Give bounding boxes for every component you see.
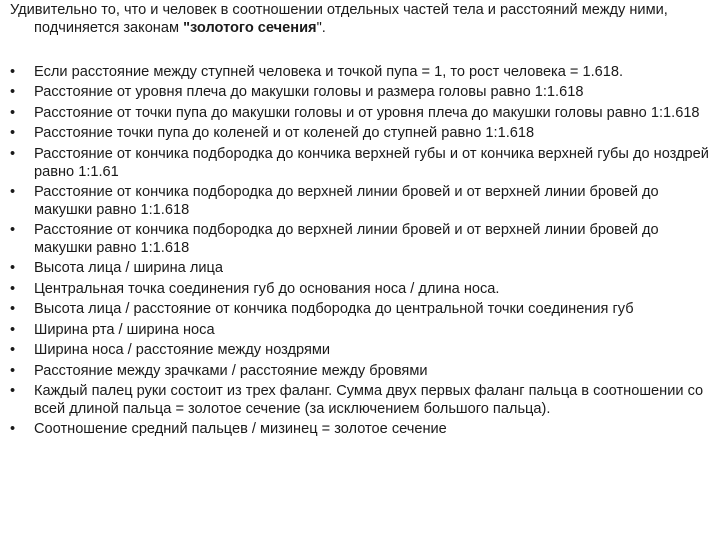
bullet-icon: •	[10, 260, 16, 277]
list-item	[10, 105, 710, 123]
list-item-text: Расстояние между зрачками / расстояние между бровями	[34, 362, 428, 379]
list-item	[10, 64, 710, 82]
intro-text: Удивительно то, что и человек в соотношении отдельных частей тела и расстояний между ними, подчиняется законам	[10, 2, 668, 36]
bullet-icon: •	[10, 321, 16, 338]
bullet-icon: •	[10, 383, 16, 400]
list-item-text: Ширина носа / расстояние между ноздрями	[34, 342, 331, 359]
bullet-icon: •	[10, 84, 16, 101]
list-item	[10, 125, 710, 143]
bullet-icon: •	[10, 362, 16, 379]
bullet-icon: •	[10, 145, 16, 162]
intro-text-end: ".	[316, 19, 326, 36]
bullet-icon: •	[10, 184, 16, 201]
list-item-text: Высота лица / ширина лица	[34, 260, 223, 277]
list-item-text: Расстояние от уровня плеча до макушки головы и размера головы равно 1:1.618	[34, 84, 584, 101]
list-item	[10, 342, 710, 360]
bullet-icon: •	[10, 64, 16, 80]
list-item	[10, 383, 710, 418]
list-item-text: Расстояние точки пупа до коленей и от коленей до ступней равно 1:1.618	[34, 125, 535, 142]
bullet-icon: •	[10, 421, 16, 438]
bullet-icon: •	[10, 342, 16, 359]
list-item-text: Каждый палец руки состоит из трех фаланг. Сумма двух первых фаланг пальца в соотношении со всей длиной пальца = золотое сечение (за исключением большого пальца).	[34, 383, 704, 417]
bullet-list	[10, 64, 710, 442]
list-item-text: Высота лица / расстояние от кончика подбородка до центральной точки соединения губ	[34, 301, 634, 318]
list-item-text: Расстояние от точки пупа до макушки головы и от уровня плеча до макушки головы равно 1:1.618	[34, 104, 700, 121]
intro-paragraph	[10, 2, 720, 37]
list-item	[10, 421, 710, 439]
bullet-icon: •	[10, 125, 16, 142]
bullet-icon: •	[10, 104, 16, 121]
list-item-text: Расстояние от кончика подбородка до кончика верхней губы и от кончика верхней губы до ноздрей равно 1:1.61	[34, 145, 709, 180]
list-item-text: Если расстояние между ступней человека и точкой пупа = 1, то рост человека = 1.618.	[34, 64, 624, 80]
list-item	[10, 146, 710, 181]
list-item	[10, 322, 710, 340]
list-item	[10, 281, 710, 299]
list-item	[10, 84, 710, 102]
bullet-icon: •	[10, 222, 16, 239]
intro-emphasis: "золотого сечения	[183, 19, 317, 36]
list-item-text: Соотношение средний пальцев / мизинец = золотое сечение	[34, 421, 447, 438]
list-item	[10, 184, 710, 219]
list-item	[10, 222, 710, 257]
list-item	[10, 260, 710, 278]
bullet-icon: •	[10, 280, 16, 297]
list-item-text: Ширина рта / ширина носа	[34, 321, 215, 338]
list-item-text: Расстояние от кончика подбородка до верхней линии бровей и от верхней линии бровей до макушки равно 1:1.618	[34, 222, 659, 256]
list-item	[10, 301, 710, 319]
bullet-icon: •	[10, 301, 16, 318]
list-item-text: Расстояние от кончика подбородка до верхней линии бровей и от верхней линии бровей до макушки равно 1:1.618	[34, 184, 659, 218]
list-item	[10, 363, 710, 381]
list-item-text: Центральная точка соединения губ до основания носа / длина носа.	[34, 280, 500, 297]
